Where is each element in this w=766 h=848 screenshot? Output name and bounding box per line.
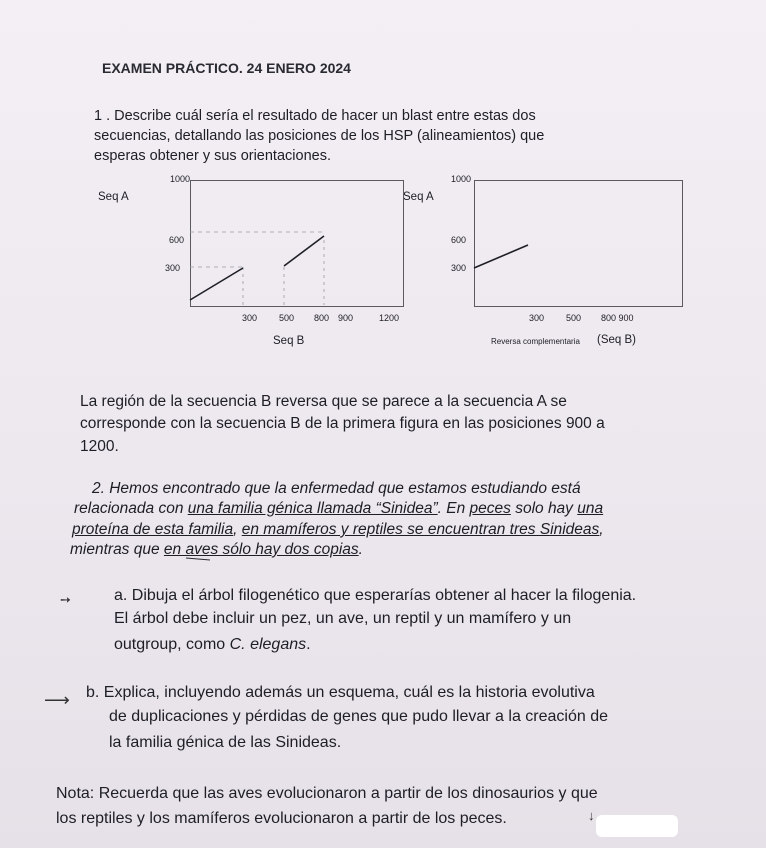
- fig2-x-label-big: (Seq B): [597, 334, 636, 346]
- fig1-xtick-900: 900: [338, 313, 354, 323]
- fig1-ytick-300: 300: [165, 263, 181, 273]
- question-2a-line-2: El árbol debe incluir un pez, un ave, un reptil y un mamífero y un: [114, 610, 572, 627]
- fig1-xtick-1200: 1200: [379, 313, 400, 323]
- question-1-line-1: 1 . Describe cuál sería el resultado de hacer un blast entre estas dos: [94, 108, 536, 124]
- answer-line-1: La región de la secuencia B reversa que se parece a la secuencia A se: [80, 393, 567, 410]
- q2-text: .: [358, 541, 363, 558]
- q2-text: ,: [233, 521, 242, 538]
- fig1-x-label: Seq B: [273, 335, 305, 347]
- question-1-line-2: secuencias, detallando las posiciones de los HSP (alineamientos) que: [94, 128, 545, 144]
- redacted-area: [596, 815, 678, 837]
- fig1-xtick-800: 800: [314, 313, 330, 323]
- fig1-y-label-right: Seq A: [403, 191, 434, 203]
- question-2-line-4: [70, 541, 363, 559]
- fig2-x-label-small: Reversa complementaria: [491, 337, 580, 346]
- question-2b-line-3: la familia génica de las Sinideas.: [109, 734, 342, 751]
- q2-text: solo hay: [510, 500, 578, 517]
- qa-text: outgroup, como: [114, 636, 230, 653]
- fig1-ytick-1000: 1000: [170, 174, 191, 184]
- question-2b-line-1: b. Explica, incluyendo además un esquema, cuál es la historia evolutiva: [86, 684, 595, 701]
- question-2-line-1: 2. Hemos encontrado que la enfermedad que estamos estudiando está: [92, 480, 581, 497]
- fig1-ytick-600: 600: [169, 235, 185, 245]
- fig2-ytick-600: 600: [451, 235, 467, 245]
- fig2-xtick-300: 300: [529, 313, 545, 323]
- answer-line-3: 1200.: [80, 438, 119, 455]
- fig1-hsp-1: [190, 268, 243, 300]
- arrow-down-icon: ↓: [588, 808, 595, 823]
- q2-text: ,: [599, 521, 604, 538]
- fig2-ytick-300: 300: [451, 263, 467, 273]
- fig1-y-label: Seq A: [98, 191, 129, 203]
- answer-line-2: corresponde con la secuencia B de la primera figura en las posiciones 900 a: [80, 415, 605, 432]
- fig2-ytick-1000: 1000: [451, 174, 472, 184]
- question-2-line-3: [72, 521, 604, 539]
- exam-title: EXAMEN PRÁCTICO. 24 ENERO 2024: [102, 60, 351, 76]
- q2-text: . En: [437, 500, 470, 517]
- fig2-xtick-500: 500: [566, 313, 582, 323]
- fig1-hsp-2: [284, 236, 324, 266]
- qa-text: .: [306, 636, 311, 653]
- arrow-icon: ➙: [60, 592, 71, 607]
- question-2a-line-1: a. Dibuja el árbol filogenético que esperarías obtener al hacer la filogenia.: [114, 587, 637, 604]
- q2-underlined-mammals: en mamíferos y reptiles se encuentran tres Sinideas: [241, 521, 600, 538]
- question-1-line-3: esperas obtener y sus orientaciones.: [94, 148, 331, 164]
- question-2a-line-3: [114, 636, 311, 654]
- q2-underlined-birds: en aves sólo hay dos copias: [163, 541, 359, 558]
- fig2-hsp-1: [474, 245, 528, 268]
- q2-underlined-fish: peces: [469, 500, 511, 517]
- q2-underlined-one: una: [577, 500, 604, 517]
- fig1-xtick-500: 500: [279, 313, 295, 323]
- qa-species-name: C. elegans: [229, 636, 307, 653]
- arrow-icon: ⟶: [44, 690, 70, 710]
- q2-text: mientras que: [70, 541, 164, 558]
- q2-text: relacionada con: [74, 500, 188, 517]
- fig2-xtick-800-900: 800 900: [601, 313, 634, 323]
- question-2b-line-2: de duplicaciones y pérdidas de genes que pudo llevar a la creación de: [109, 708, 609, 725]
- note-line-2: los reptiles y los mamíferos evolucionaron a partir de los peces.: [56, 810, 507, 827]
- q2-underlined-family: una familia génica llamada “Sinidea”: [187, 500, 438, 517]
- question-2-line-2: [74, 500, 603, 518]
- q2-underlined-protein: proteína de esta familia: [72, 521, 234, 538]
- fig1-xtick-300: 300: [242, 313, 258, 323]
- note-line-1: Nota: Recuerda que las aves evolucionaron a partir de los dinosaurios y que: [56, 785, 598, 802]
